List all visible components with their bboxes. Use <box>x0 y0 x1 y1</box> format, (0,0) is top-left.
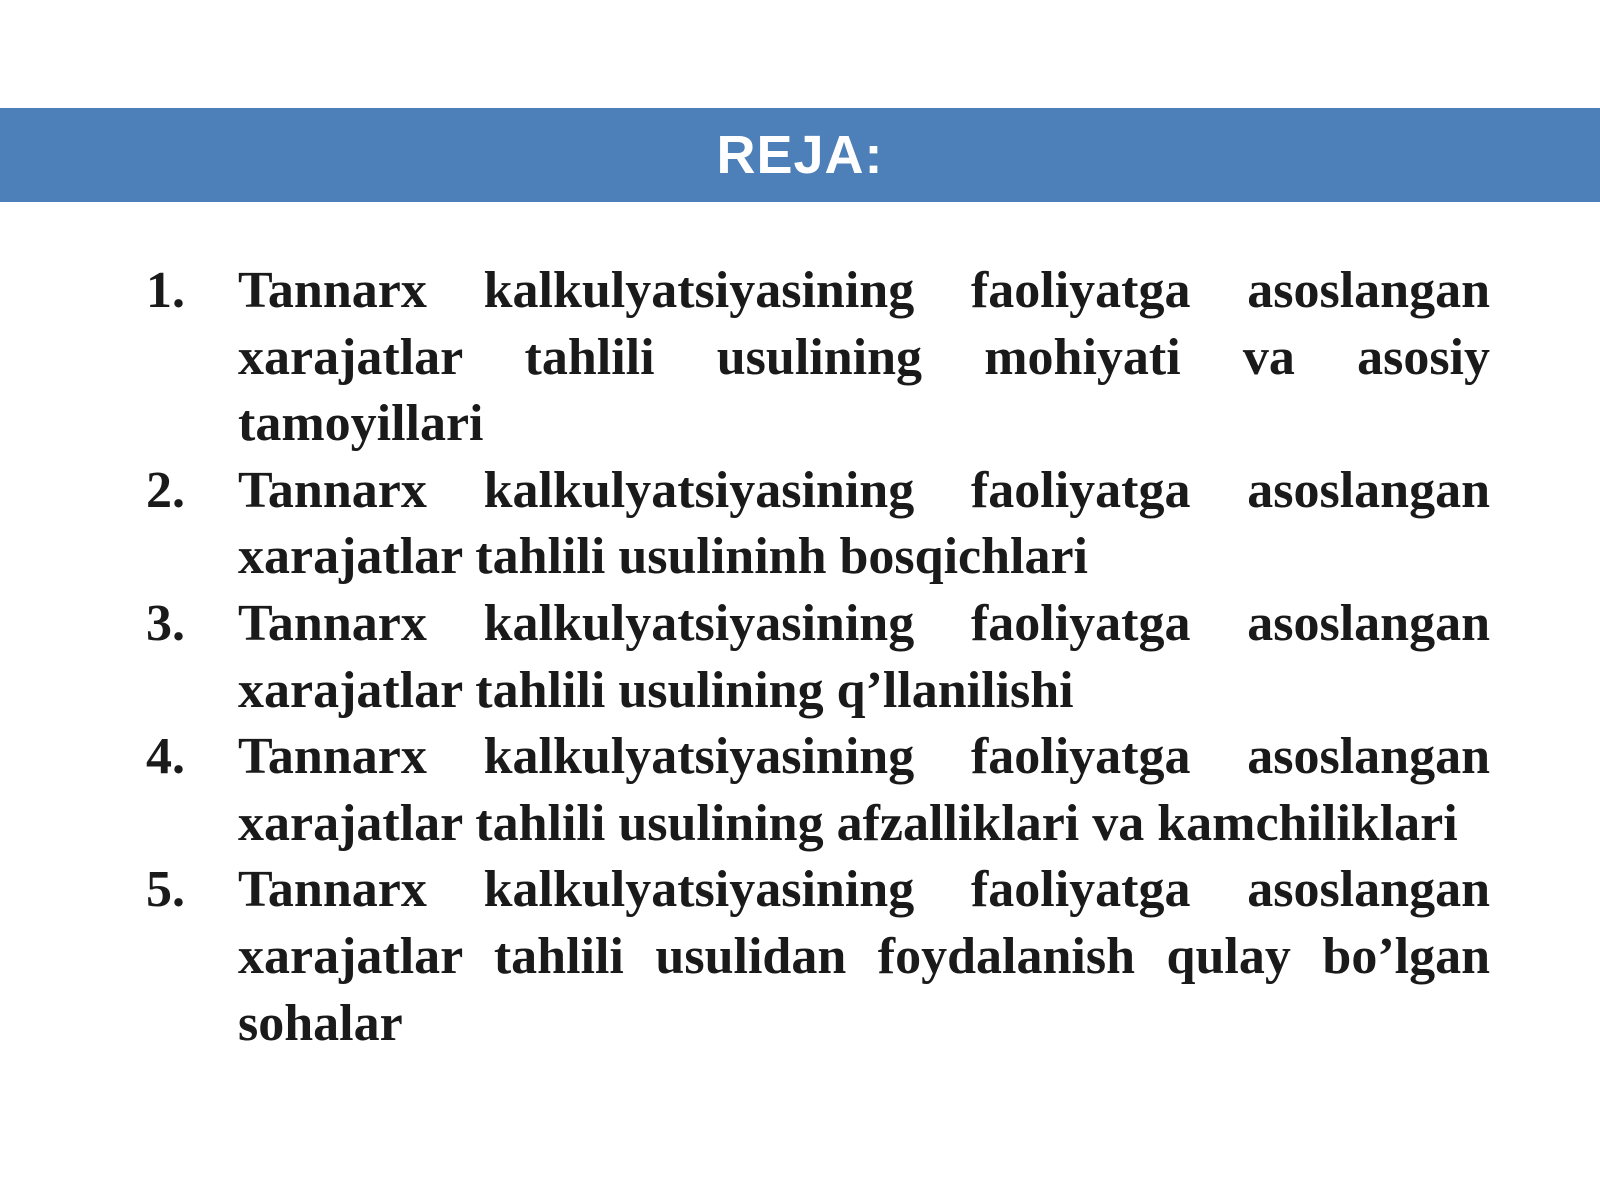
plan-item-number: 3. <box>146 594 185 652</box>
plan-item-number: 2. <box>146 461 185 519</box>
plan-item-text: Tannarx kalkulyatsiyasining faoliyatga asoslangan xarajatlar tahlili usulininh bosqichlari <box>238 461 1490 586</box>
plan-item-5 <box>146 857 1490 1057</box>
plan-item-text: Tannarx kalkulyatsiyasining faoliyatga asoslangan xarajatlar tahlili usulining afzalliklari va kamchiliklari <box>238 728 1490 852</box>
plan-list <box>146 258 1490 1057</box>
plan-item-4 <box>146 724 1490 857</box>
plan-item-number: 5. <box>146 861 185 919</box>
plan-item-1 <box>146 258 1490 458</box>
plan-item-text: Tannarx kalkulyatsiyasining faoliyatga asoslangan xarajatlar tahlili usulidan foydalanish qulay bo’lgan sohalar <box>238 861 1490 1052</box>
plan-item-text: Tannarx kalkulyatsiyasining faoliyatga asoslangan xarajatlar tahlili usulining mohiyati va asosiy tamoyillari <box>238 262 1490 453</box>
plan-item-3 <box>146 591 1490 724</box>
plan-item-number: 4. <box>146 728 185 786</box>
slide-title: REJA: <box>716 125 884 185</box>
plan-item-2 <box>146 458 1490 591</box>
plan-item-number: 1. <box>146 262 185 319</box>
title-band <box>0 108 1600 202</box>
plan-item-text: Tannarx kalkulyatsiyasining faoliyatga asoslangan xarajatlar tahlili usulining q’llanilishi <box>238 594 1490 719</box>
